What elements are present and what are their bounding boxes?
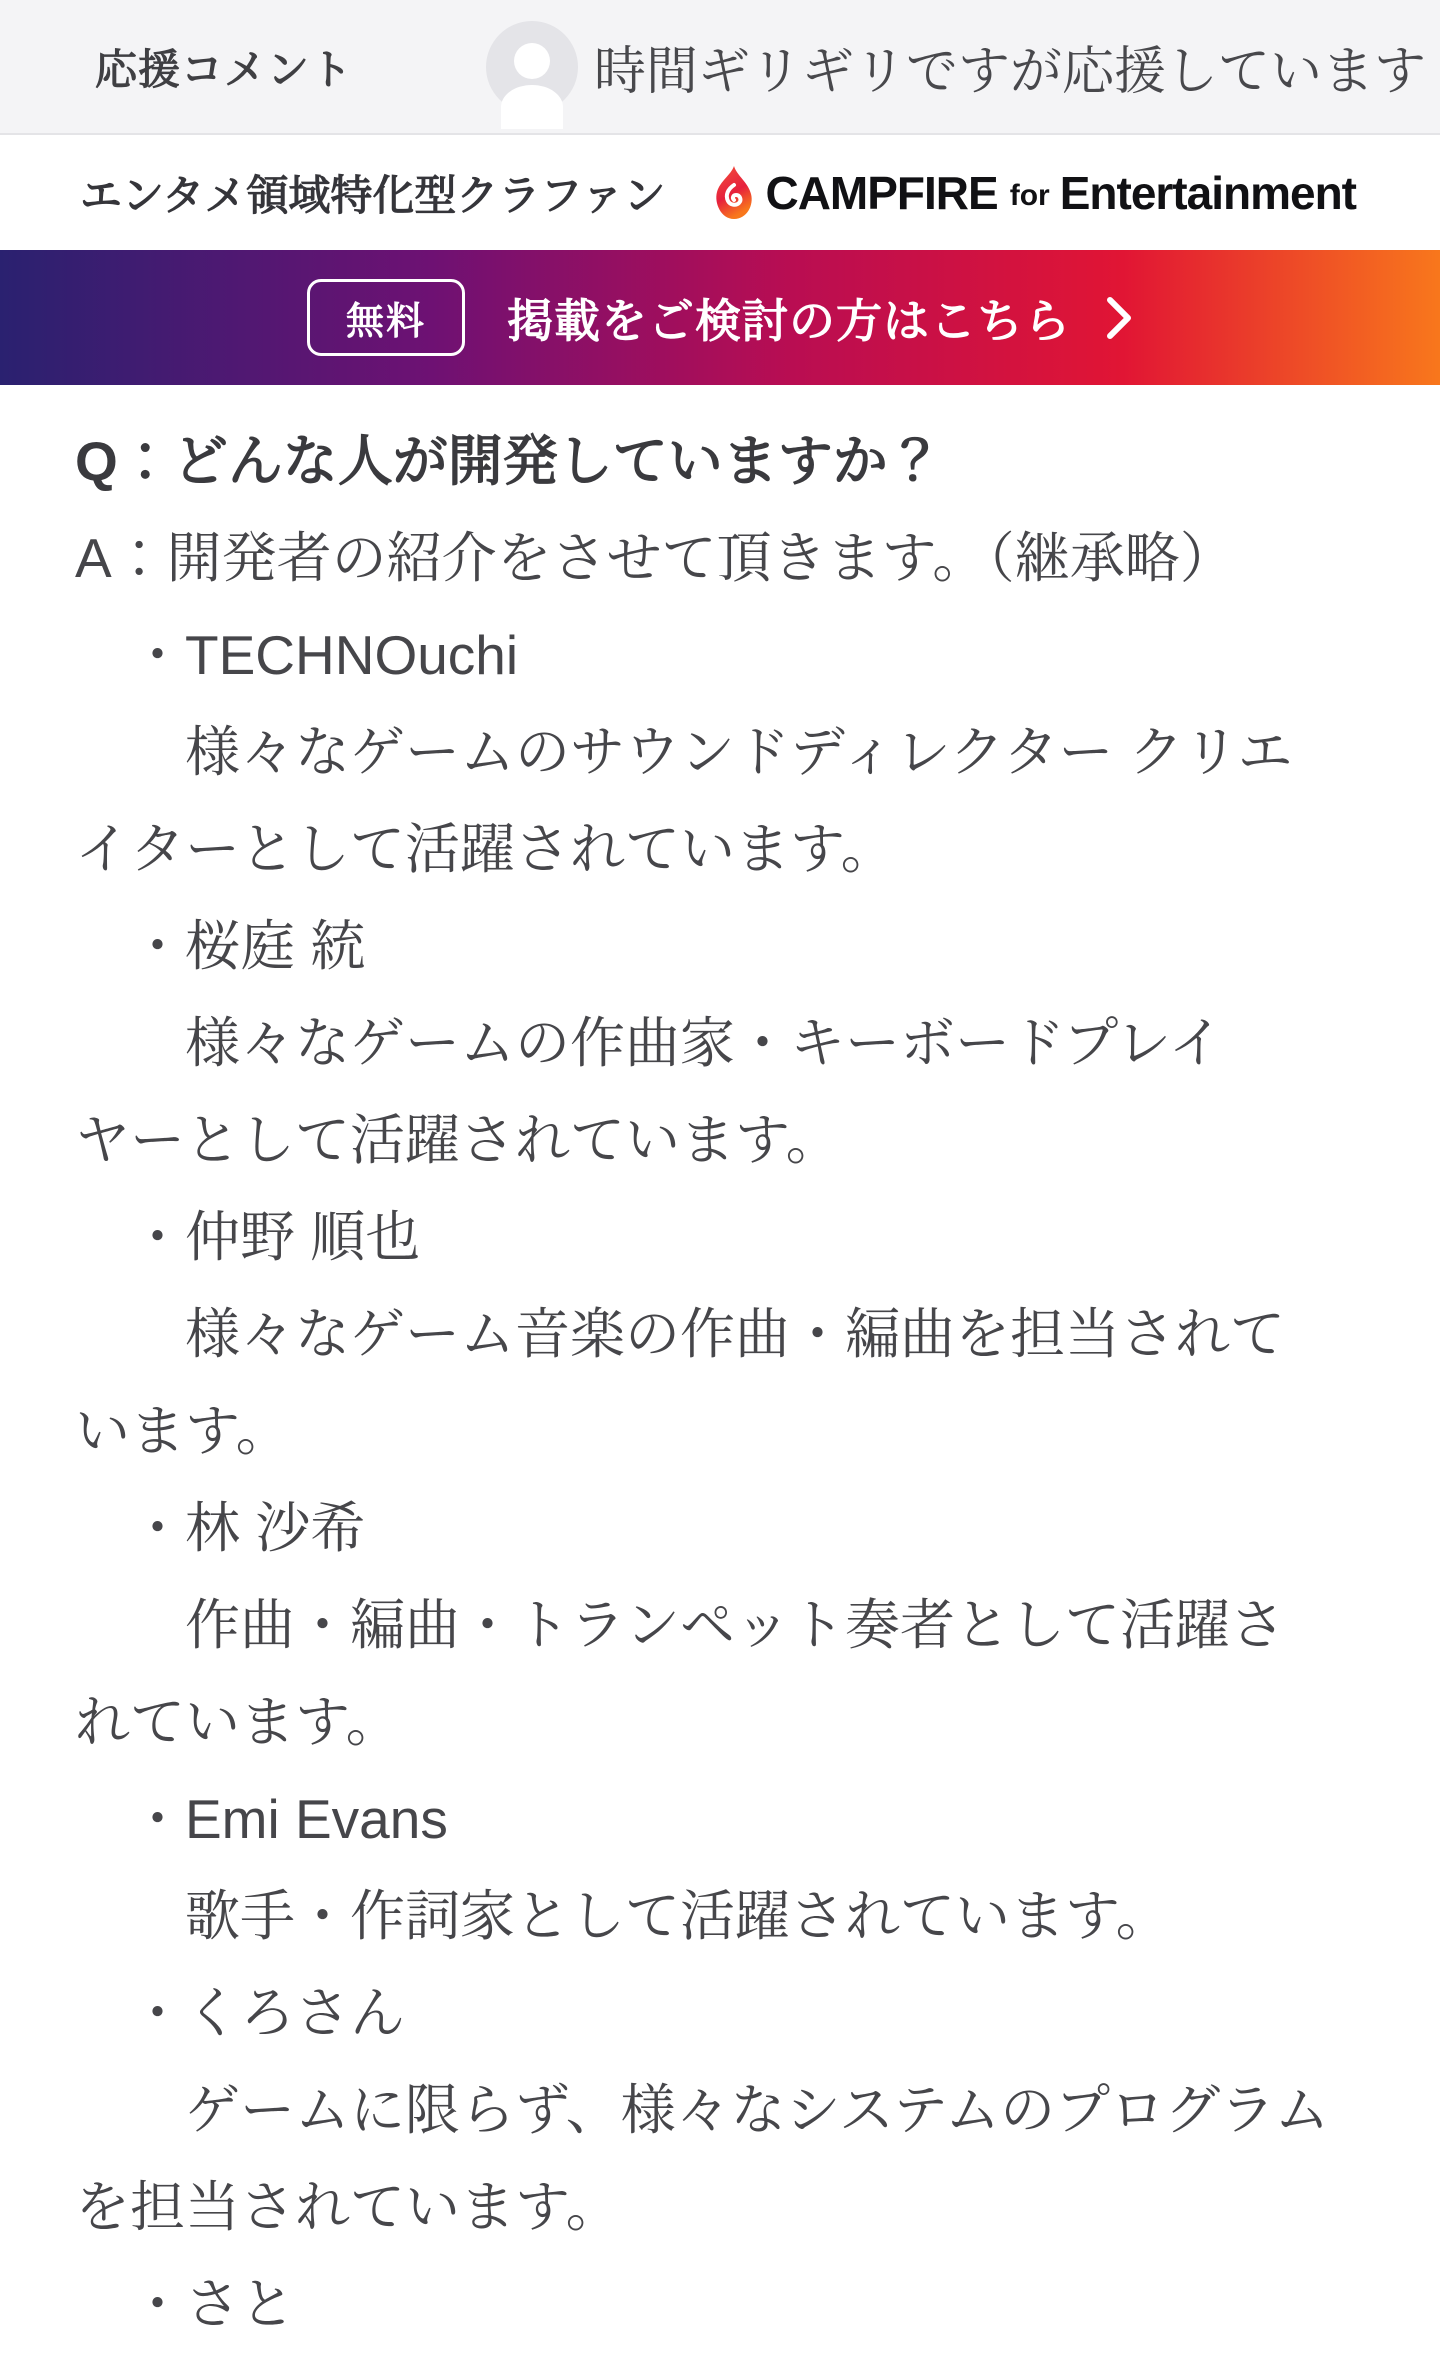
developer-name-emi-evans: ・Emi Evans bbox=[75, 1788, 448, 1850]
person-body-shape bbox=[501, 85, 563, 129]
logo-for-text: for bbox=[1009, 178, 1050, 212]
developer-desc-wrap: います。 bbox=[75, 1400, 291, 1462]
developer-desc-wrap: イターとして活躍されています。 bbox=[75, 818, 896, 880]
support-comment-text: 時間ギリギリですが応援しています bbox=[594, 43, 1427, 101]
support-comment-bar bbox=[0, 0, 1440, 135]
qa-question: Q：どんな人が開発していますか？ bbox=[75, 430, 943, 492]
service-tagline: エンタメ領域特化型クラファン bbox=[80, 171, 666, 219]
developer-name-hayashi: ・林 沙希 bbox=[75, 1497, 366, 1559]
developer-desc: ゲームに限らず、様々なシステムのプログラム bbox=[75, 2079, 1330, 2141]
developer-desc: 様々なゲーム音楽の作曲・編曲を担当されて bbox=[75, 1303, 1286, 1365]
developer-name-nakano: ・仲野 順也 bbox=[75, 1206, 421, 1268]
qa-content bbox=[0, 385, 1440, 2353]
person-icon bbox=[486, 21, 578, 113]
developer-desc: 作曲・編曲・トランペット奏者として活躍さ bbox=[75, 1594, 1286, 1656]
logo-brand-text: CAMPFIRE bbox=[765, 166, 998, 219]
support-comment-label: 応援コメント bbox=[95, 45, 354, 93]
developer-desc-wrap: れています。 bbox=[75, 1691, 401, 1753]
campfire-flame-icon bbox=[713, 165, 755, 221]
developer-desc: 様々なゲームの作曲家・キーボードプレイ bbox=[75, 1012, 1224, 1074]
free-badge: 無料 bbox=[307, 279, 465, 356]
cta-text: 掲載をご検討の方はこちら bbox=[507, 294, 1071, 347]
site-header bbox=[0, 135, 1440, 250]
developer-desc-wrap: を担当されています。 bbox=[75, 2176, 621, 2238]
developer-desc: 歌手・作詞家として活躍されています。 bbox=[75, 1885, 1171, 1947]
qa-answer-intro: A：開発者の紹介をさせて頂きます。（継承略） bbox=[75, 527, 1235, 589]
developer-name-kuro: ・くろさん bbox=[75, 1982, 406, 2044]
listing-cta-banner[interactable] bbox=[0, 250, 1440, 385]
person-head-shape bbox=[514, 43, 550, 79]
campfire-logo[interactable] bbox=[713, 165, 1356, 221]
developer-desc-wrap: ヤーとして活躍されています。 bbox=[75, 1109, 841, 1171]
logo-suffix-text: Entertainment bbox=[1059, 166, 1356, 219]
developer-desc: 様々なゲームのサウンドディレクター クリエ bbox=[75, 721, 1293, 783]
developer-name-technouchi: ・TECHNOuchi bbox=[75, 624, 519, 686]
chevron-right-icon bbox=[1105, 296, 1133, 340]
developer-name-sakuraba: ・桜庭 統 bbox=[75, 915, 366, 977]
developer-name-clipped: ・さと bbox=[75, 2273, 296, 2335]
